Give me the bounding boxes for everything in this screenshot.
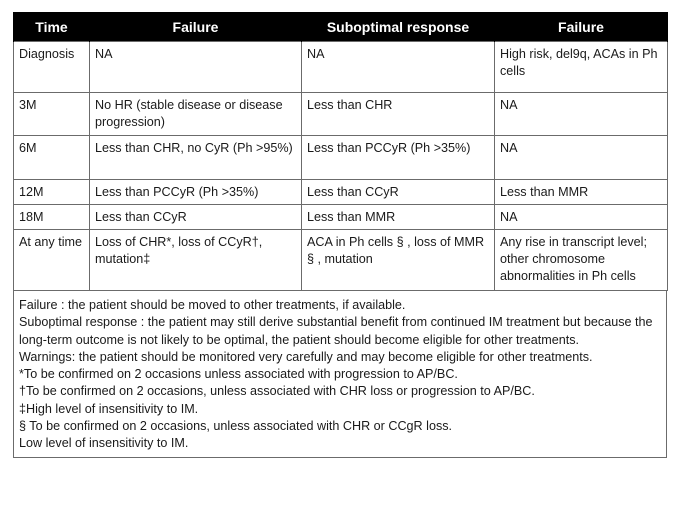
footnote-section: § To be confirmed on 2 occasions, unless associated with CHR or CCgR loss. [19, 419, 453, 434]
cell-failure: Less than PCCyR (Ph >35%) [90, 180, 302, 205]
table-row [14, 136, 668, 180]
header-failure-warning: Failure [495, 12, 668, 42]
table-row [14, 230, 668, 291]
cell-failure-warning: NA [495, 205, 668, 230]
footnote-suboptimal: Suboptimal response : the patient may still derive substantial benefit from continued IM treatment but because the long-term outcome is not likely to be optimal, the patient should become eligible for other treatments. [19, 315, 653, 347]
cell-suboptimal: NA [302, 42, 495, 93]
cell-time: 12M [14, 180, 90, 205]
header-failure: Failure [90, 12, 302, 42]
table-header-row [14, 12, 668, 42]
cell-failure: NA [90, 42, 302, 93]
header-suboptimal-response: Suboptimal response [302, 12, 495, 42]
table-row [14, 205, 668, 230]
cell-failure: Loss of CHR*, loss of CCyR†, mutation‡ [90, 230, 302, 291]
table-row [14, 93, 668, 136]
cell-failure: Less than CHR, no CyR (Ph >95%) [90, 136, 302, 180]
response-criteria-table [13, 12, 668, 291]
cell-time: At any time [14, 230, 90, 291]
footnote-asterisk: *To be confirmed on 2 occasions unless associated with progression to AP/BC. [19, 367, 458, 382]
footnote-failure: Failure : the patient should be moved to other treatments, if available. [19, 298, 406, 312]
cell-suboptimal: Less than PCCyR (Ph >35%) [302, 136, 495, 180]
table-row [14, 180, 668, 205]
header-time: Time [14, 12, 90, 42]
footnote-low-level: Low level of insensitivity to IM. [19, 436, 189, 451]
footnote-dagger: †To be confirmed on 2 occasions, unless associated with CHR loss or progression to AP/BC. [19, 384, 535, 399]
cell-time: 6M [14, 136, 90, 180]
footnote-warnings: Warnings: the patient should be monitored very carefully and may become eligible for other treatments. [19, 349, 593, 364]
cell-time: 18M [14, 205, 90, 230]
cell-suboptimal: Less than MMR [302, 205, 495, 230]
cell-time: Diagnosis [14, 42, 90, 93]
response-criteria-document [13, 12, 667, 458]
cell-failure-warning: Less than MMR [495, 180, 668, 205]
cell-suboptimal: Less than CCyR [302, 180, 495, 205]
cell-failure-warning: NA [495, 136, 668, 180]
cell-suboptimal: ACA in Ph cells § , loss of MMR § , mutation [302, 230, 495, 291]
cell-failure-warning: Any rise in transcript level; other chromosome abnormalities in Ph cells [495, 230, 668, 291]
cell-failure-warning: NA [495, 93, 668, 136]
cell-time: 3M [14, 93, 90, 136]
table-row [14, 42, 668, 93]
footnote-double-dagger: ‡High level of insensitivity to IM. [19, 401, 199, 416]
cell-suboptimal: Less than CHR [302, 93, 495, 136]
cell-failure: Less than CCyR [90, 205, 302, 230]
table-footnotes [13, 291, 667, 458]
cell-failure-warning: High risk, del9q, ACAs in Ph cells [495, 42, 668, 93]
cell-failure: No HR (stable disease or disease progression) [90, 93, 302, 136]
